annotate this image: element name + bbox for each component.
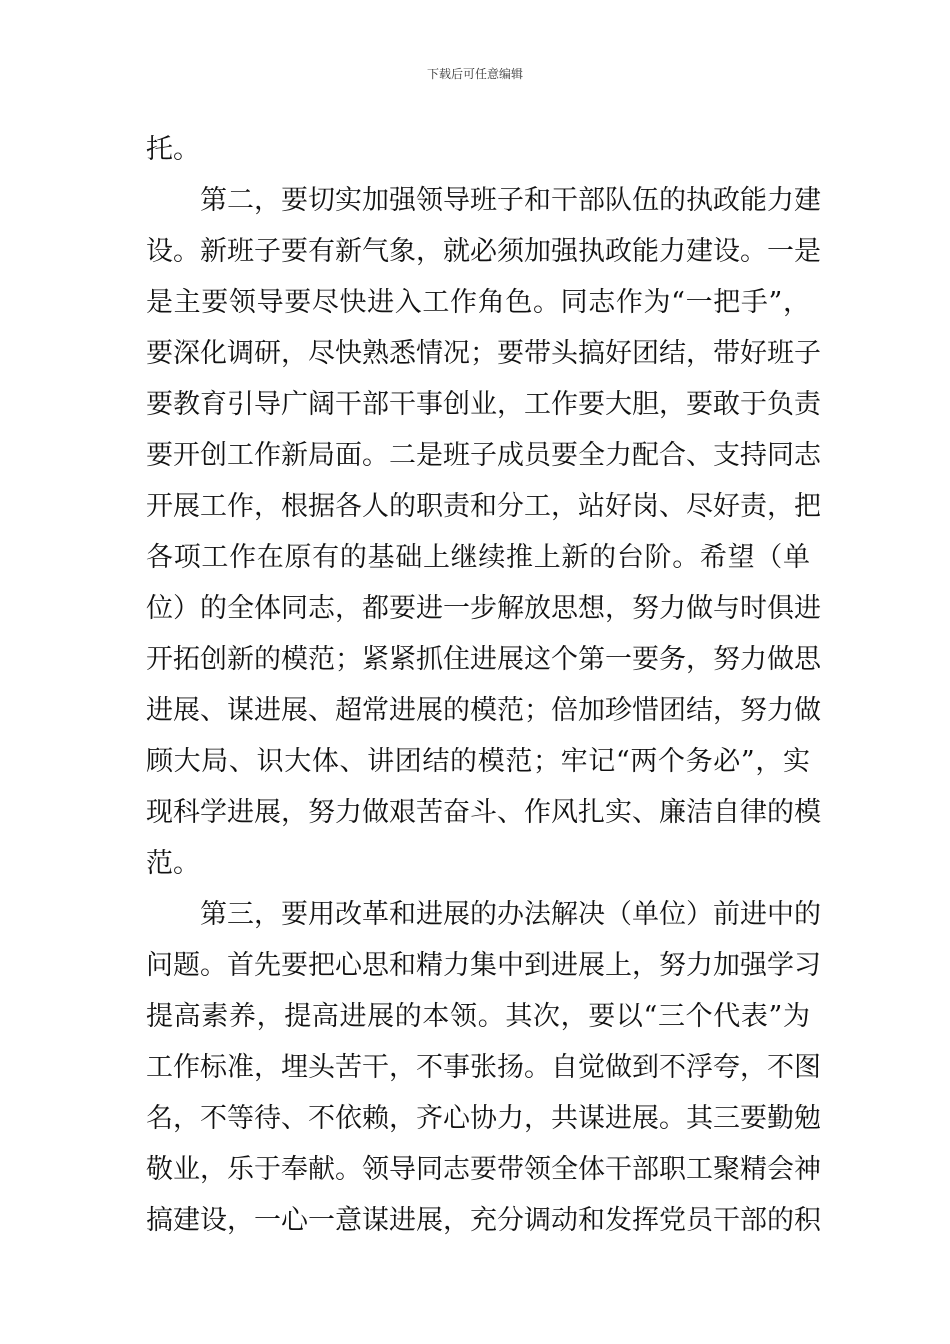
page-header-note: 下载后可任意编辑 <box>426 67 523 81</box>
paragraph-2-line-1: 第二，要切实加强领导班子和干部队伍的执政能力建 <box>200 185 821 216</box>
paragraph-2-line-11: 进展、谋进展、超常进展的模范；倍加珍惜团结，努力做 <box>146 695 821 726</box>
paragraph-3-line-7: 搞建设，一心一意谋进展，充分调动和发挥党员干部的积 <box>146 1205 821 1236</box>
paragraph-2-line-13: 现科学进展，努力做艰苦奋斗、作风扎实、廉洁自律的模 <box>146 797 821 828</box>
paragraph-3-line-3: 提高素养，提高进展的本领。其次，要以“三个代表”为 <box>146 1001 810 1032</box>
paragraph-2-line-10: 开拓创新的模范；紧紧抓住进展这个第一要务，努力做思 <box>146 644 821 675</box>
paragraph-2-line-3: 是主要领导要尽快进入工作角色。同志作为“一把手”， <box>146 287 810 318</box>
paragraph-1-line-1: 托。 <box>146 134 200 165</box>
paragraph-2-line-12: 顾大局、识大体、讲团结的模范；牢记“两个务必”，实 <box>146 746 810 777</box>
paragraph-2-line-2: 设。新班子要有新气象，就必须加强执政能力建设。一是 <box>146 236 821 267</box>
paragraph-3-line-1: 第三，要用改革和进展的办法解决（单位）前进中的 <box>200 899 821 930</box>
paragraph-2-line-14: 范。 <box>146 848 200 879</box>
paragraph-2-line-9: 位）的全体同志，都要进一步解放思想，努力做与时俱进 <box>146 593 821 624</box>
paragraph-2-line-8: 各项工作在原有的基础上继续推上新的台阶。希望（单 <box>146 542 810 573</box>
paragraph-2-line-4: 要深化调研，尽快熟悉情况；要带头搞好团结，带好班子 <box>146 338 821 369</box>
paragraph-3-line-4: 工作标准，埋头苦干，不事张扬。自觉做到不浮夸，不图 <box>146 1052 821 1083</box>
paragraph-3-line-2: 问题。首先要把心思和精力集中到进展上，努力加强学习 <box>146 950 821 981</box>
paragraph-2-line-7: 开展工作，根据各人的职责和分工，站好岗、尽好责，把 <box>146 491 821 522</box>
paragraph-2-line-6: 要开创工作新局面。二是班子成员要全力配合、支持同志 <box>146 440 821 471</box>
paragraph-2-line-5: 要教育引导广阔干部干事创业，工作要大胆，要敢于负责 <box>146 389 821 420</box>
paragraph-3-line-5: 名，不等待、不依赖，齐心协力，共谋进展。其三要勤勉 <box>146 1103 821 1134</box>
paragraph-3-line-6: 敬业，乐于奉献。领导同志要带领全体干部职工聚精会神 <box>146 1154 821 1185</box>
document-body <box>146 124 821 1246</box>
